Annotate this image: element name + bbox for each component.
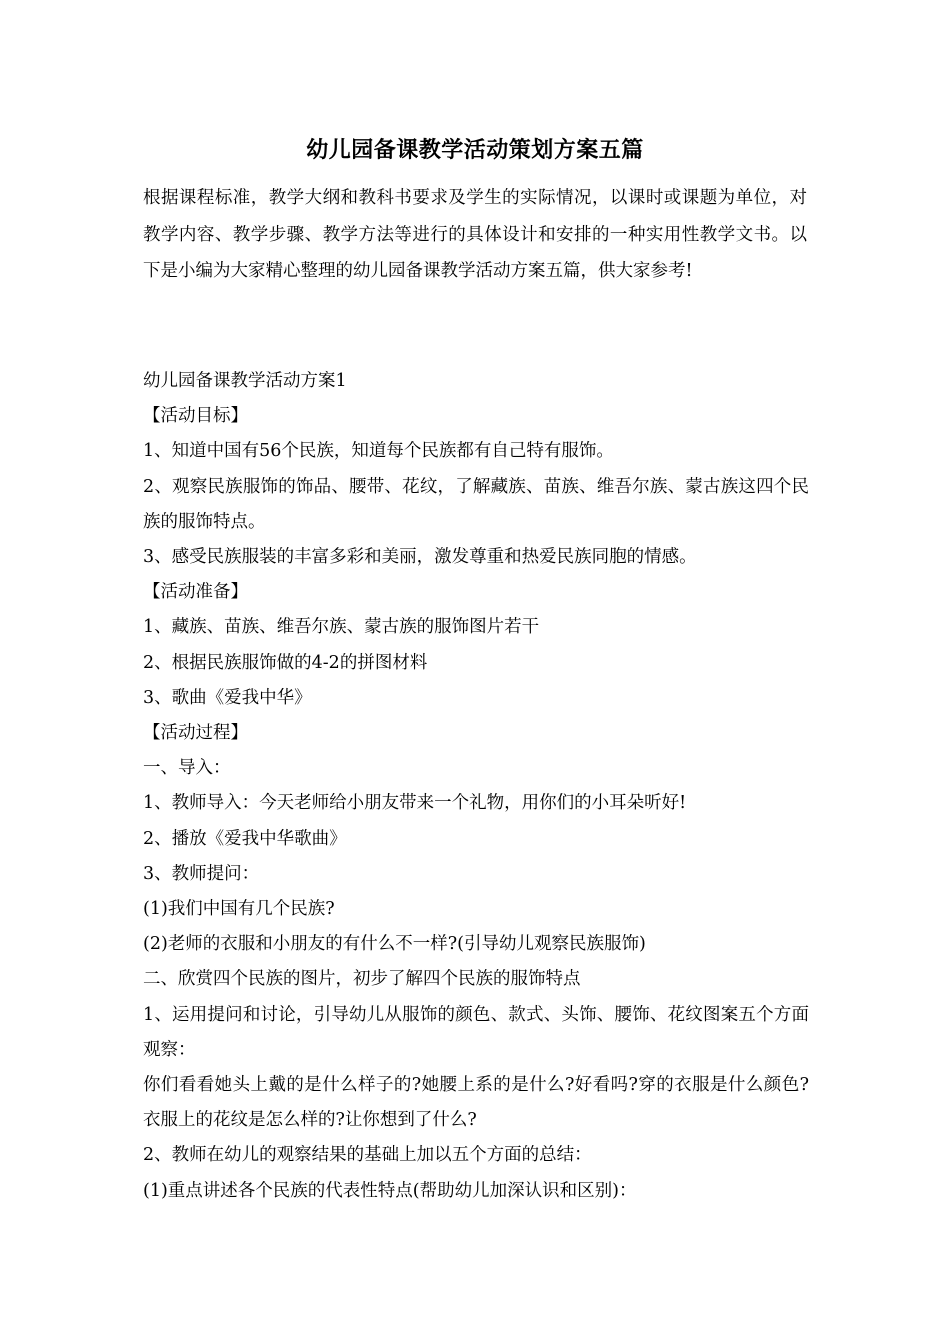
body-line: 3、歌曲《爱我中华》 bbox=[143, 687, 312, 708]
body-line: 二、欣赏四个民族的图片，初步了解四个民族的服饰特点 bbox=[143, 969, 581, 990]
intro-paragraph: 根据课程标准，教学大纲和教科书要求及学生的实际情况，以课时或课题为单位，对教学内容、教学步骤、教学方法等进行的具体设计和安排的一种实用性教学文书。以下是小编为大家精心整理的幼儿园备课教学活动方案五篇，供大家参考! bbox=[143, 188, 807, 281]
body-line: 1、运用提问和讨论，引导幼儿从服饰的颜色、款式、头饰、腰饰、花纹图案五个方面观察： bbox=[143, 1004, 809, 1060]
subsection-heading: 【活动过程】 bbox=[143, 723, 248, 744]
body-line: (1)重点讲述各个民族的代表性特点(帮助幼儿加深认识和区别)： bbox=[143, 1180, 637, 1201]
body-line: 你们看看她头上戴的是什么样子的?她腰上系的是什么?好看吗?穿的衣服是什么颜色?衣服上的花纹是怎么样的?让你想到了什么? bbox=[143, 1075, 809, 1131]
body-line: (1)我们中国有几个民族? bbox=[143, 899, 335, 920]
body-line: 2、教师在幼儿的观察结果的基础上加以五个方面的总结： bbox=[143, 1145, 592, 1166]
document-body bbox=[143, 364, 809, 1209]
body-line: 2、播放《爱我中华歌曲》 bbox=[143, 828, 347, 849]
body-line: 1、教师导入：今天老师给小朋友带来一个礼物，用你们的小耳朵听好! bbox=[143, 793, 687, 814]
subsection-heading: 【活动准备】 bbox=[143, 582, 248, 603]
body-line: 2、观察民族服饰的饰品、腰带、花纹，了解藏族、苗族、维吾尔族、蒙古族这四个民族的服饰特点。 bbox=[143, 476, 809, 532]
body-line: 1、藏族、苗族、维吾尔族、蒙古族的服饰图片若干 bbox=[143, 617, 540, 638]
body-line: 2、根据民族服饰做的4-2的拼图材料 bbox=[143, 652, 428, 673]
body-line: 一、导入： bbox=[143, 758, 231, 779]
body-line: 3、感受民族服装的丰富多彩和美丽，激发尊重和热爱民族同胞的情感。 bbox=[143, 547, 697, 568]
document-title: 幼儿园备课教学活动策划方案五篇 bbox=[306, 137, 644, 163]
subsection-heading: 【活动目标】 bbox=[143, 406, 248, 427]
section-heading: 幼儿园备课教学活动方案1 bbox=[143, 371, 347, 391]
body-line: 1、知道中国有56个民族，知道每个民族都有自己特有服饰。 bbox=[143, 441, 614, 462]
body-line: (2)老师的衣服和小朋友的有什么不一样?(引导幼儿观察民族服饰) bbox=[143, 934, 646, 955]
body-line: 3、教师提问： bbox=[143, 863, 260, 884]
